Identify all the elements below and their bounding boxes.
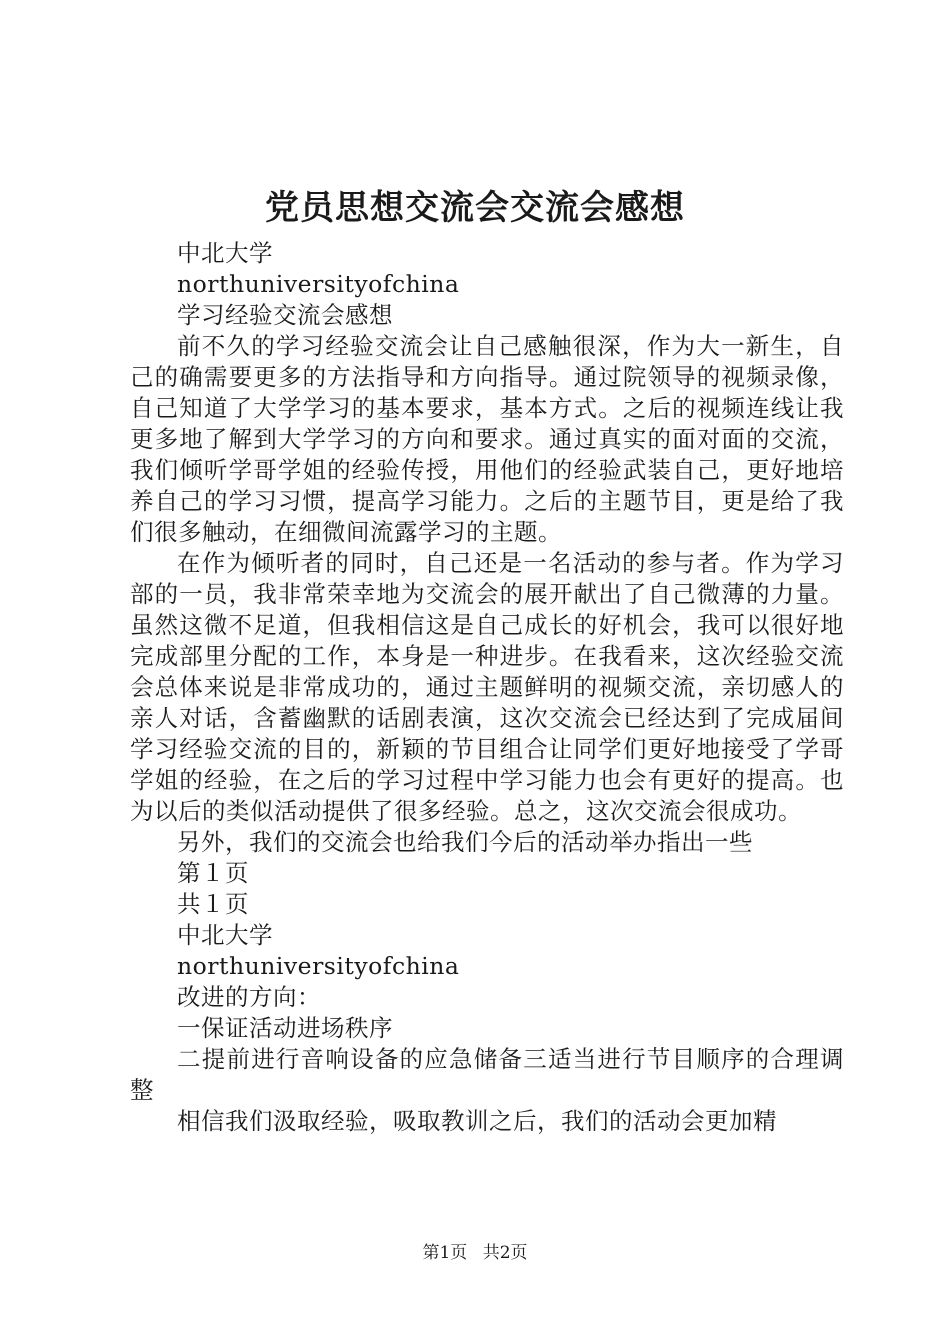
paragraph-improvement-heading: 改进的方向： <box>177 983 321 1011</box>
paragraph-improvement-1: 一保证活动进场秩序 <box>177 1014 393 1042</box>
paragraph-university-name: 中北大学 <box>177 239 273 267</box>
paragraph-university-english-repeat: northuniversityofchina <box>177 952 460 980</box>
paragraph-subtitle: 学习经验交流会感想 <box>177 301 393 329</box>
document-title: 党员思想交流会交流会感想 <box>265 188 685 228</box>
page-footer <box>0 1241 950 1265</box>
footer-page-total: 共2页 <box>482 1243 528 1263</box>
footer-page-current: 第1页 <box>422 1243 468 1263</box>
paragraph-conclusion: 相信我们汲取经验，吸取教训之后，我们的活动会更加精 <box>177 1107 777 1135</box>
paragraph-university-name-repeat: 中北大学 <box>177 921 273 949</box>
paragraph-body-1: 前不久的学习经验交流会让自己感触很深，作为大一新生，自己的确需要更多的方法指导和方向指导。通过院领导的视频录像，自己知道了大学学习的基本要求，基本方式。之后的视频连线让我更多地了解到大学学习的方向和要求。通过真实的面对面的交流，我们倾听学哥学姐的经验传授，用他们的经验武装自己，更好地培养自己的学习习惯，提高学习能力。之后的主题节目，更是给了我们很多触动，在细微间流露学习的主题。 <box>130 332 844 546</box>
paragraph-body-2: 在作为倾听者的同时，自己还是一名活动的参与者。作为学习部的一员，我非常荣幸地为交流会的展开献出了自己微薄的力量。虽然这微不足道，但我相信这是自己成长的好机会，我可以很好地完成部里分配的工作，本身是一种进步。在我看来，这次经验交流会总体来说是非常成功的，通过主题鲜明的视频交流，亲切感人的亲人对话，含蓄幽默的话剧表演，这次交流会已经达到了完成届间学习经验交流的目的，新颖的节目组合让同学们更好地接受了学哥学姐的经验，在之后的学习过程中学习能力也会有更好的提高。也为以后的类似活动提供了很多经验。总之，这次交流会很成功。 <box>130 549 844 825</box>
paragraph-university-english: northuniversityofchina <box>177 270 460 298</box>
paragraph-improvement-2-3: 二提前进行音响设备的应急储备三适当进行节目顺序的合理调整 <box>130 1045 844 1104</box>
paragraph-body-3: 另外，我们的交流会也给我们今后的活动举办指出一些 <box>177 828 753 856</box>
paragraph-inline-page-number: 第１页 <box>177 859 249 887</box>
paragraph-inline-page-total: 共１页 <box>177 890 249 918</box>
document-body <box>130 238 844 1137</box>
